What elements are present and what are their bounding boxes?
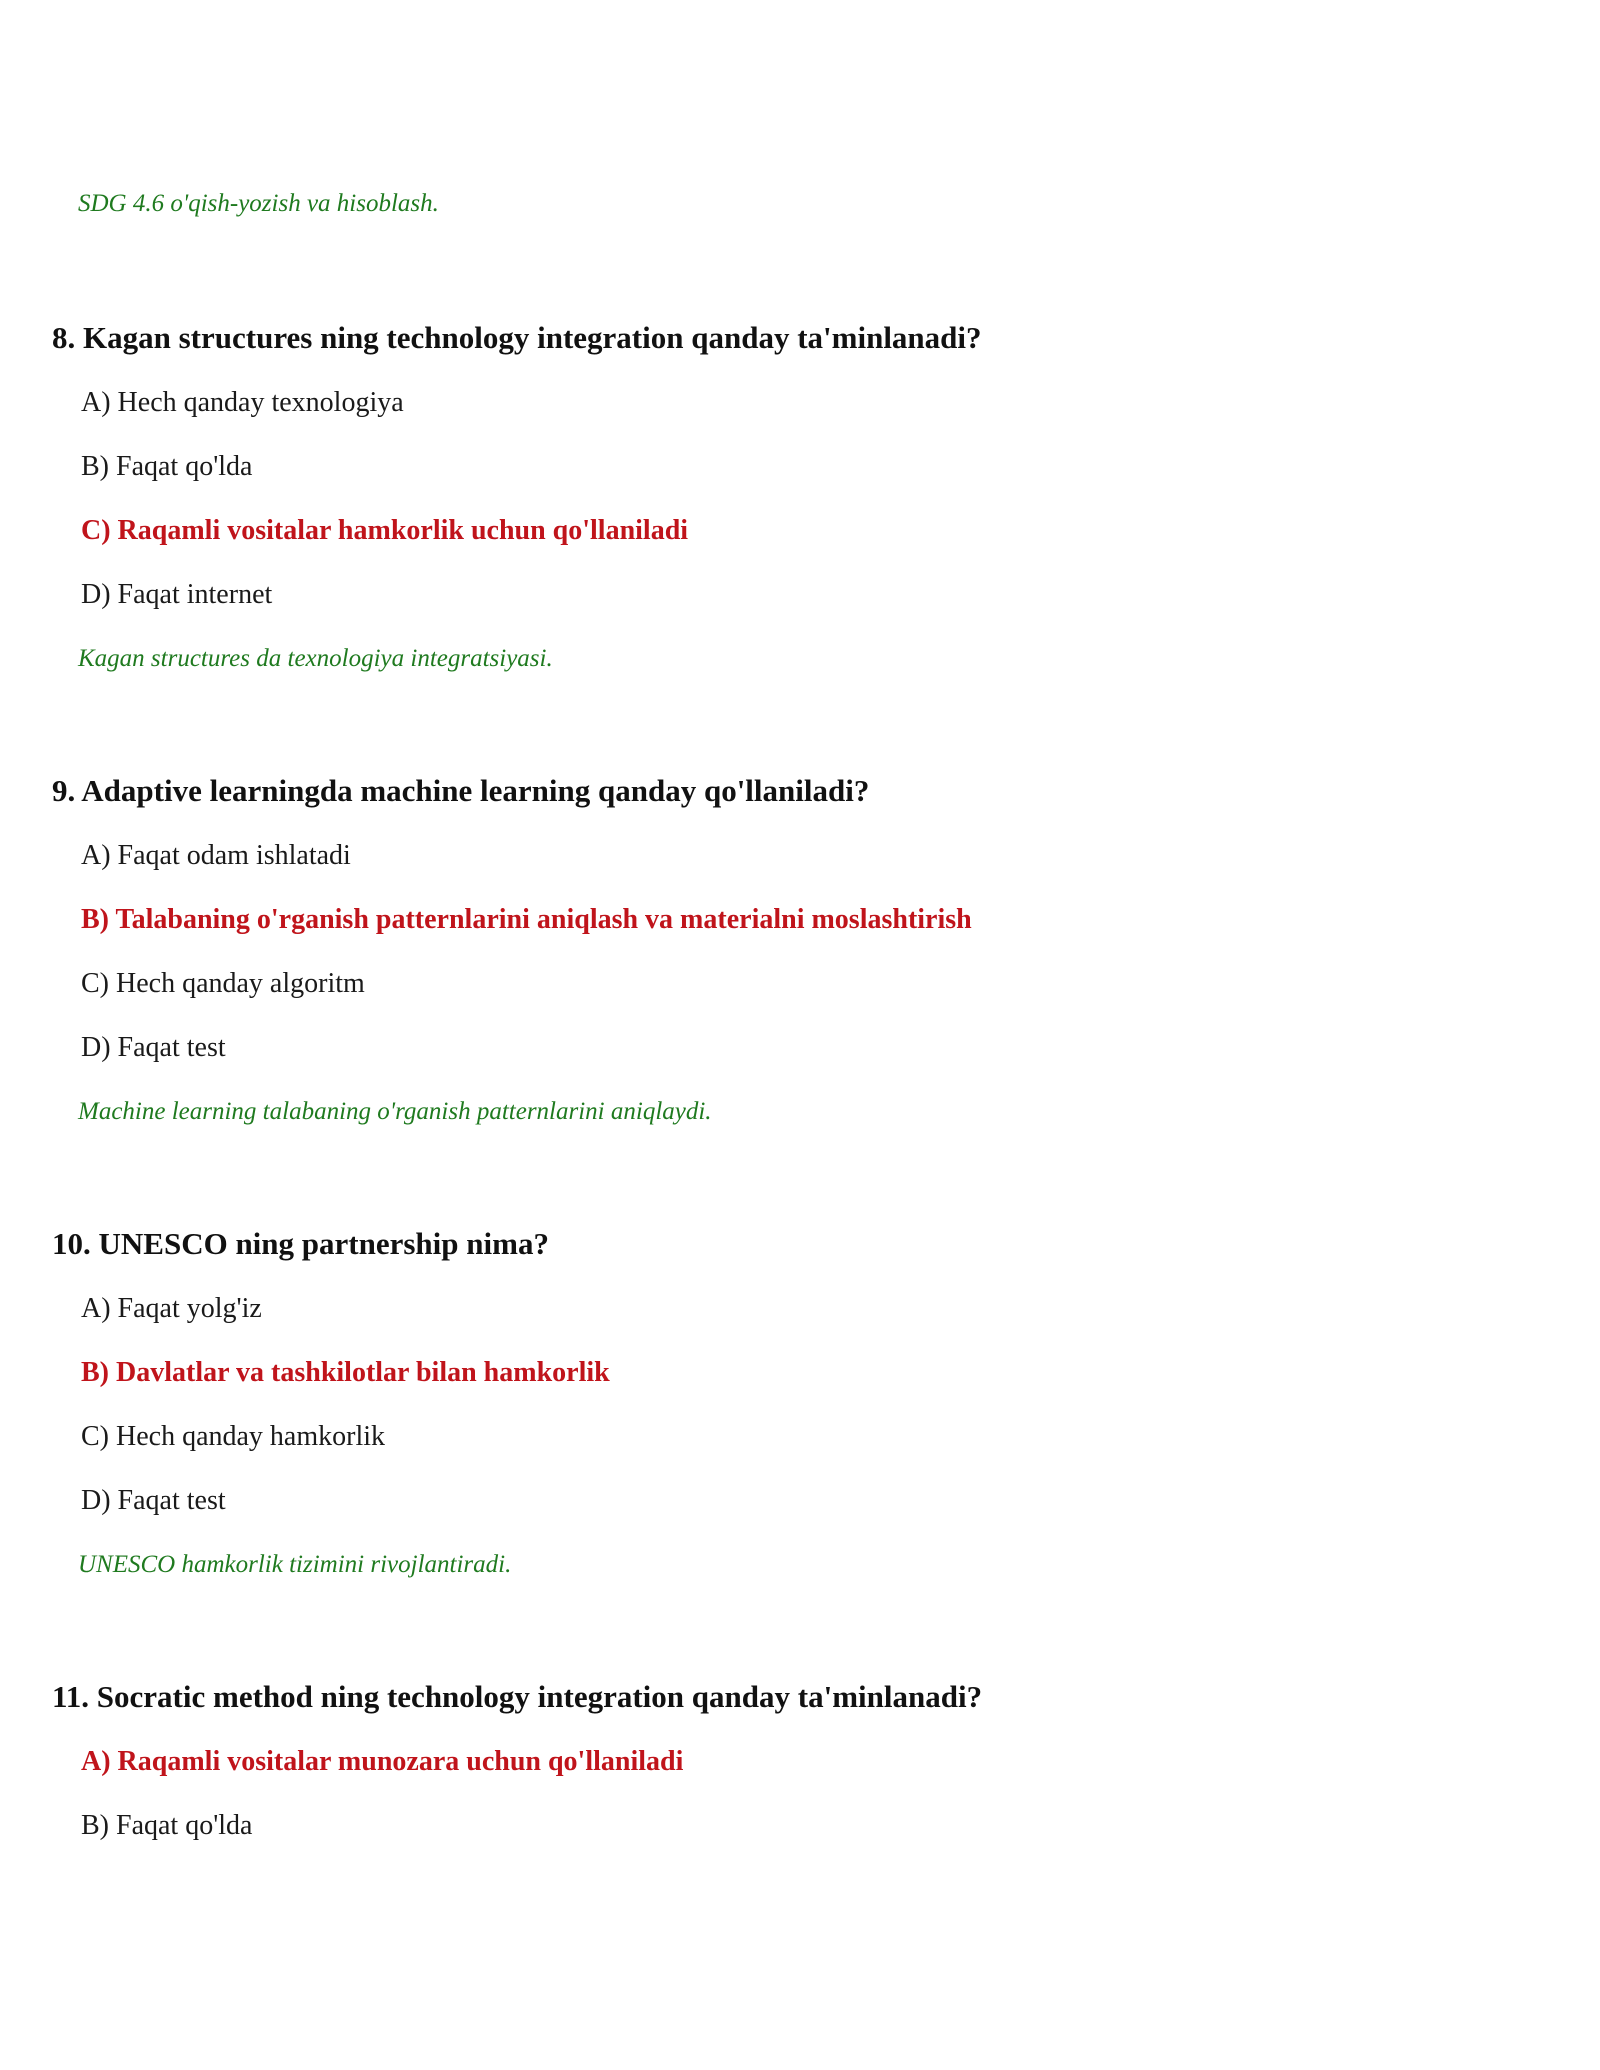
question-9-explanation: Machine learning talabaning o'rganish patternlarini aniqlaydi.	[78, 1098, 712, 1125]
question-8-option-c-correct: C) Raqamli vositalar hamkorlik uchun qo'llaniladi	[81, 515, 689, 546]
question-10-explanation: UNESCO hamkorlik tizimini rivojlantiradi.	[78, 1551, 512, 1578]
question-11-option-a-correct: A) Raqamli vositalar munozara uchun qo'llaniladi	[81, 1746, 684, 1777]
question-11-option-b: B) Faqat qo'lda	[81, 1810, 253, 1841]
question-8-explanation: Kagan structures da texnologiya integratsiyasi.	[78, 645, 553, 672]
question-8-option-a: A) Hech qanday texnologiya	[81, 387, 404, 418]
question-9-option-d: D) Faqat test	[81, 1032, 226, 1063]
question-10-option-b-correct: B) Davlatlar va tashkilotlar bilan hamkorlik	[81, 1357, 610, 1388]
question-8-option-b: B) Faqat qo'lda	[81, 451, 253, 482]
question-11-title: 11. Socratic method ning technology integration qanday ta'minlanadi?	[52, 1679, 983, 1714]
question-10-option-a: A) Faqat yolg'iz	[81, 1293, 262, 1324]
question-10-title: 10. UNESCO ning partnership nima?	[52, 1226, 549, 1261]
question-8-option-d: D) Faqat internet	[81, 579, 273, 610]
question-9-option-a: A) Faqat odam ishlatadi	[81, 840, 351, 871]
question-10-option-c: C) Hech qanday hamkorlik	[81, 1421, 386, 1452]
question-9-title: 9. Adaptive learningda machine learning qanday qo'llaniladi?	[52, 773, 870, 808]
question-9-option-b-correct: B) Talabaning o'rganish patternlarini aniqlash va materialni moslashtirish	[81, 904, 972, 935]
question-9-option-c: C) Hech qanday algoritm	[81, 968, 365, 999]
question-10-option-d: D) Faqat test	[81, 1485, 226, 1516]
question-8-title: 8. Kagan structures ning technology integration qanday ta'minlanadi?	[52, 320, 982, 355]
explanation-text: SDG 4.6 o'qish-yozish va hisoblash.	[78, 190, 439, 217]
